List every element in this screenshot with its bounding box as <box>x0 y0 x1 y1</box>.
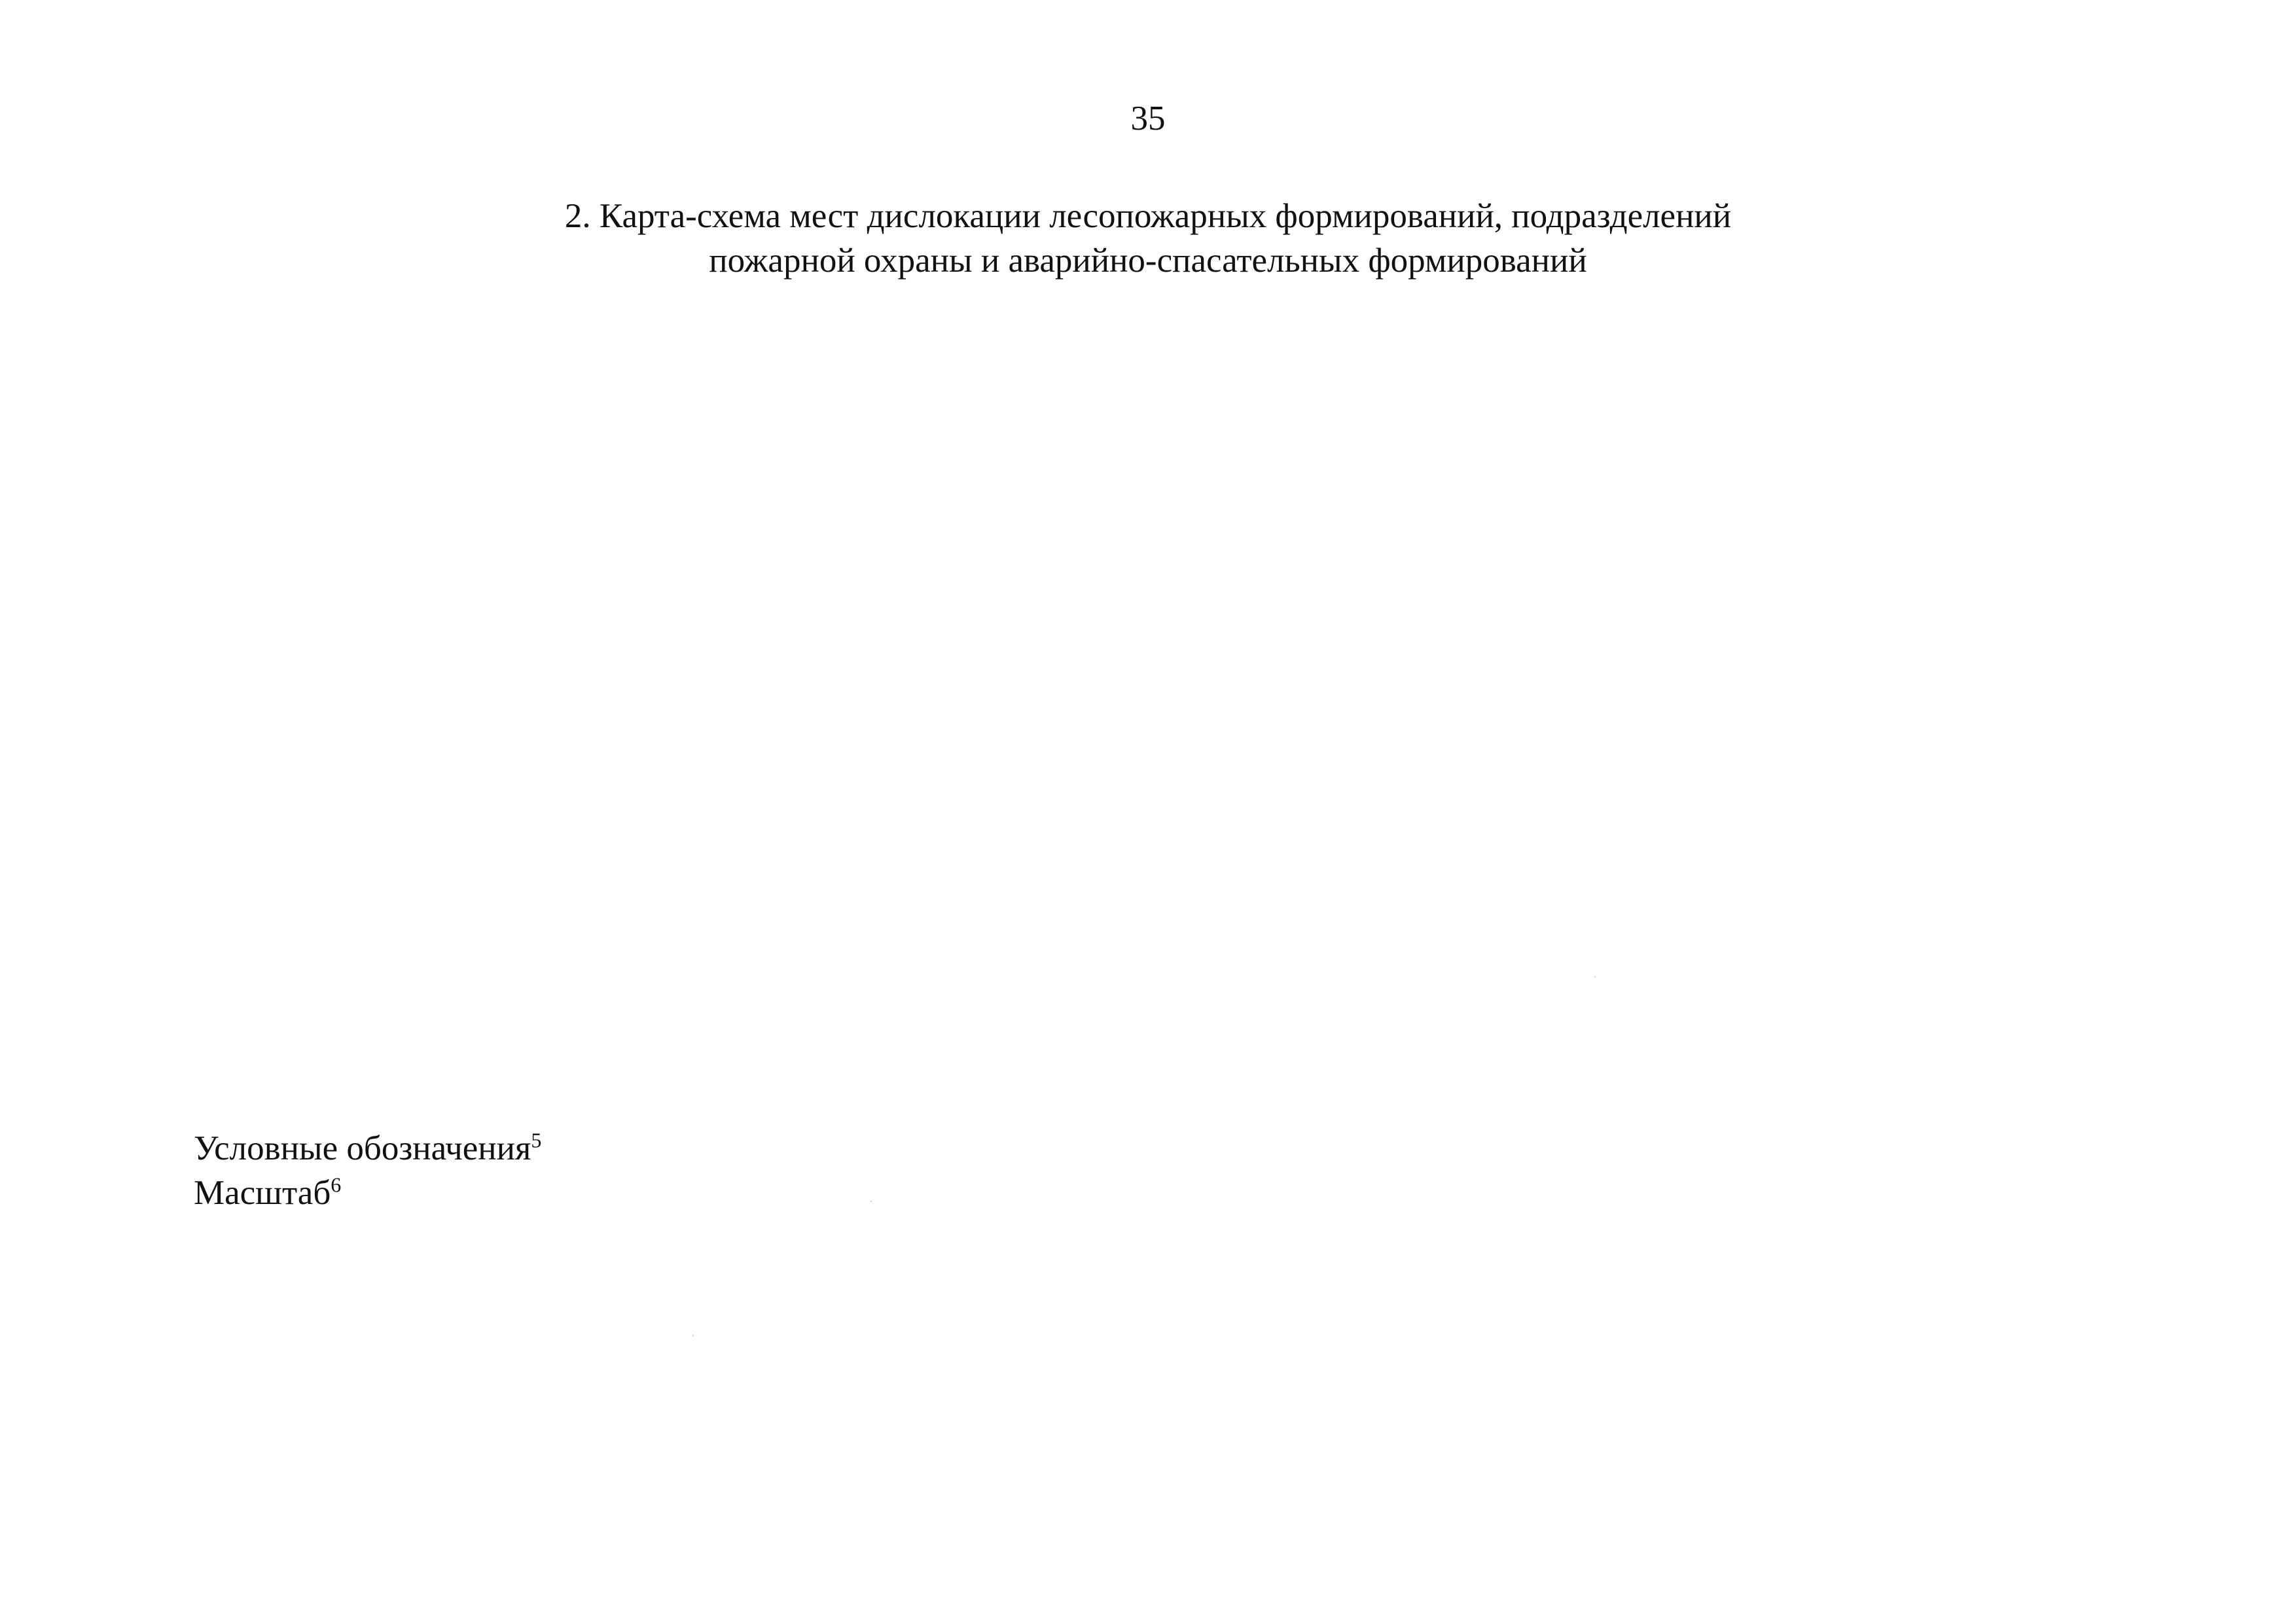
scan-speck <box>870 1201 872 1202</box>
scale-caption-text: Масштаб <box>194 1174 331 1212</box>
scale-footnote-marker: 6 <box>331 1173 342 1197</box>
map-placeholder-area <box>194 308 2102 1106</box>
page-title-line-2: пожарной охраны и аварийно-спасательных формирований <box>709 242 1587 280</box>
page-title <box>0 194 2296 283</box>
page-number: 35 <box>1130 100 1166 137</box>
page-title-line-1: 2. Карта-схема мест дислокации лесопожарных формирований, подразделений <box>564 197 1732 235</box>
scale-caption <box>194 1171 541 1215</box>
legend-caption-text: Условные обозначения <box>194 1129 531 1167</box>
legend-caption <box>194 1126 541 1171</box>
scan-speck <box>692 1335 694 1336</box>
legend-block <box>194 1126 541 1215</box>
scan-speck <box>1594 976 1596 977</box>
legend-footnote-marker: 5 <box>531 1128 542 1152</box>
